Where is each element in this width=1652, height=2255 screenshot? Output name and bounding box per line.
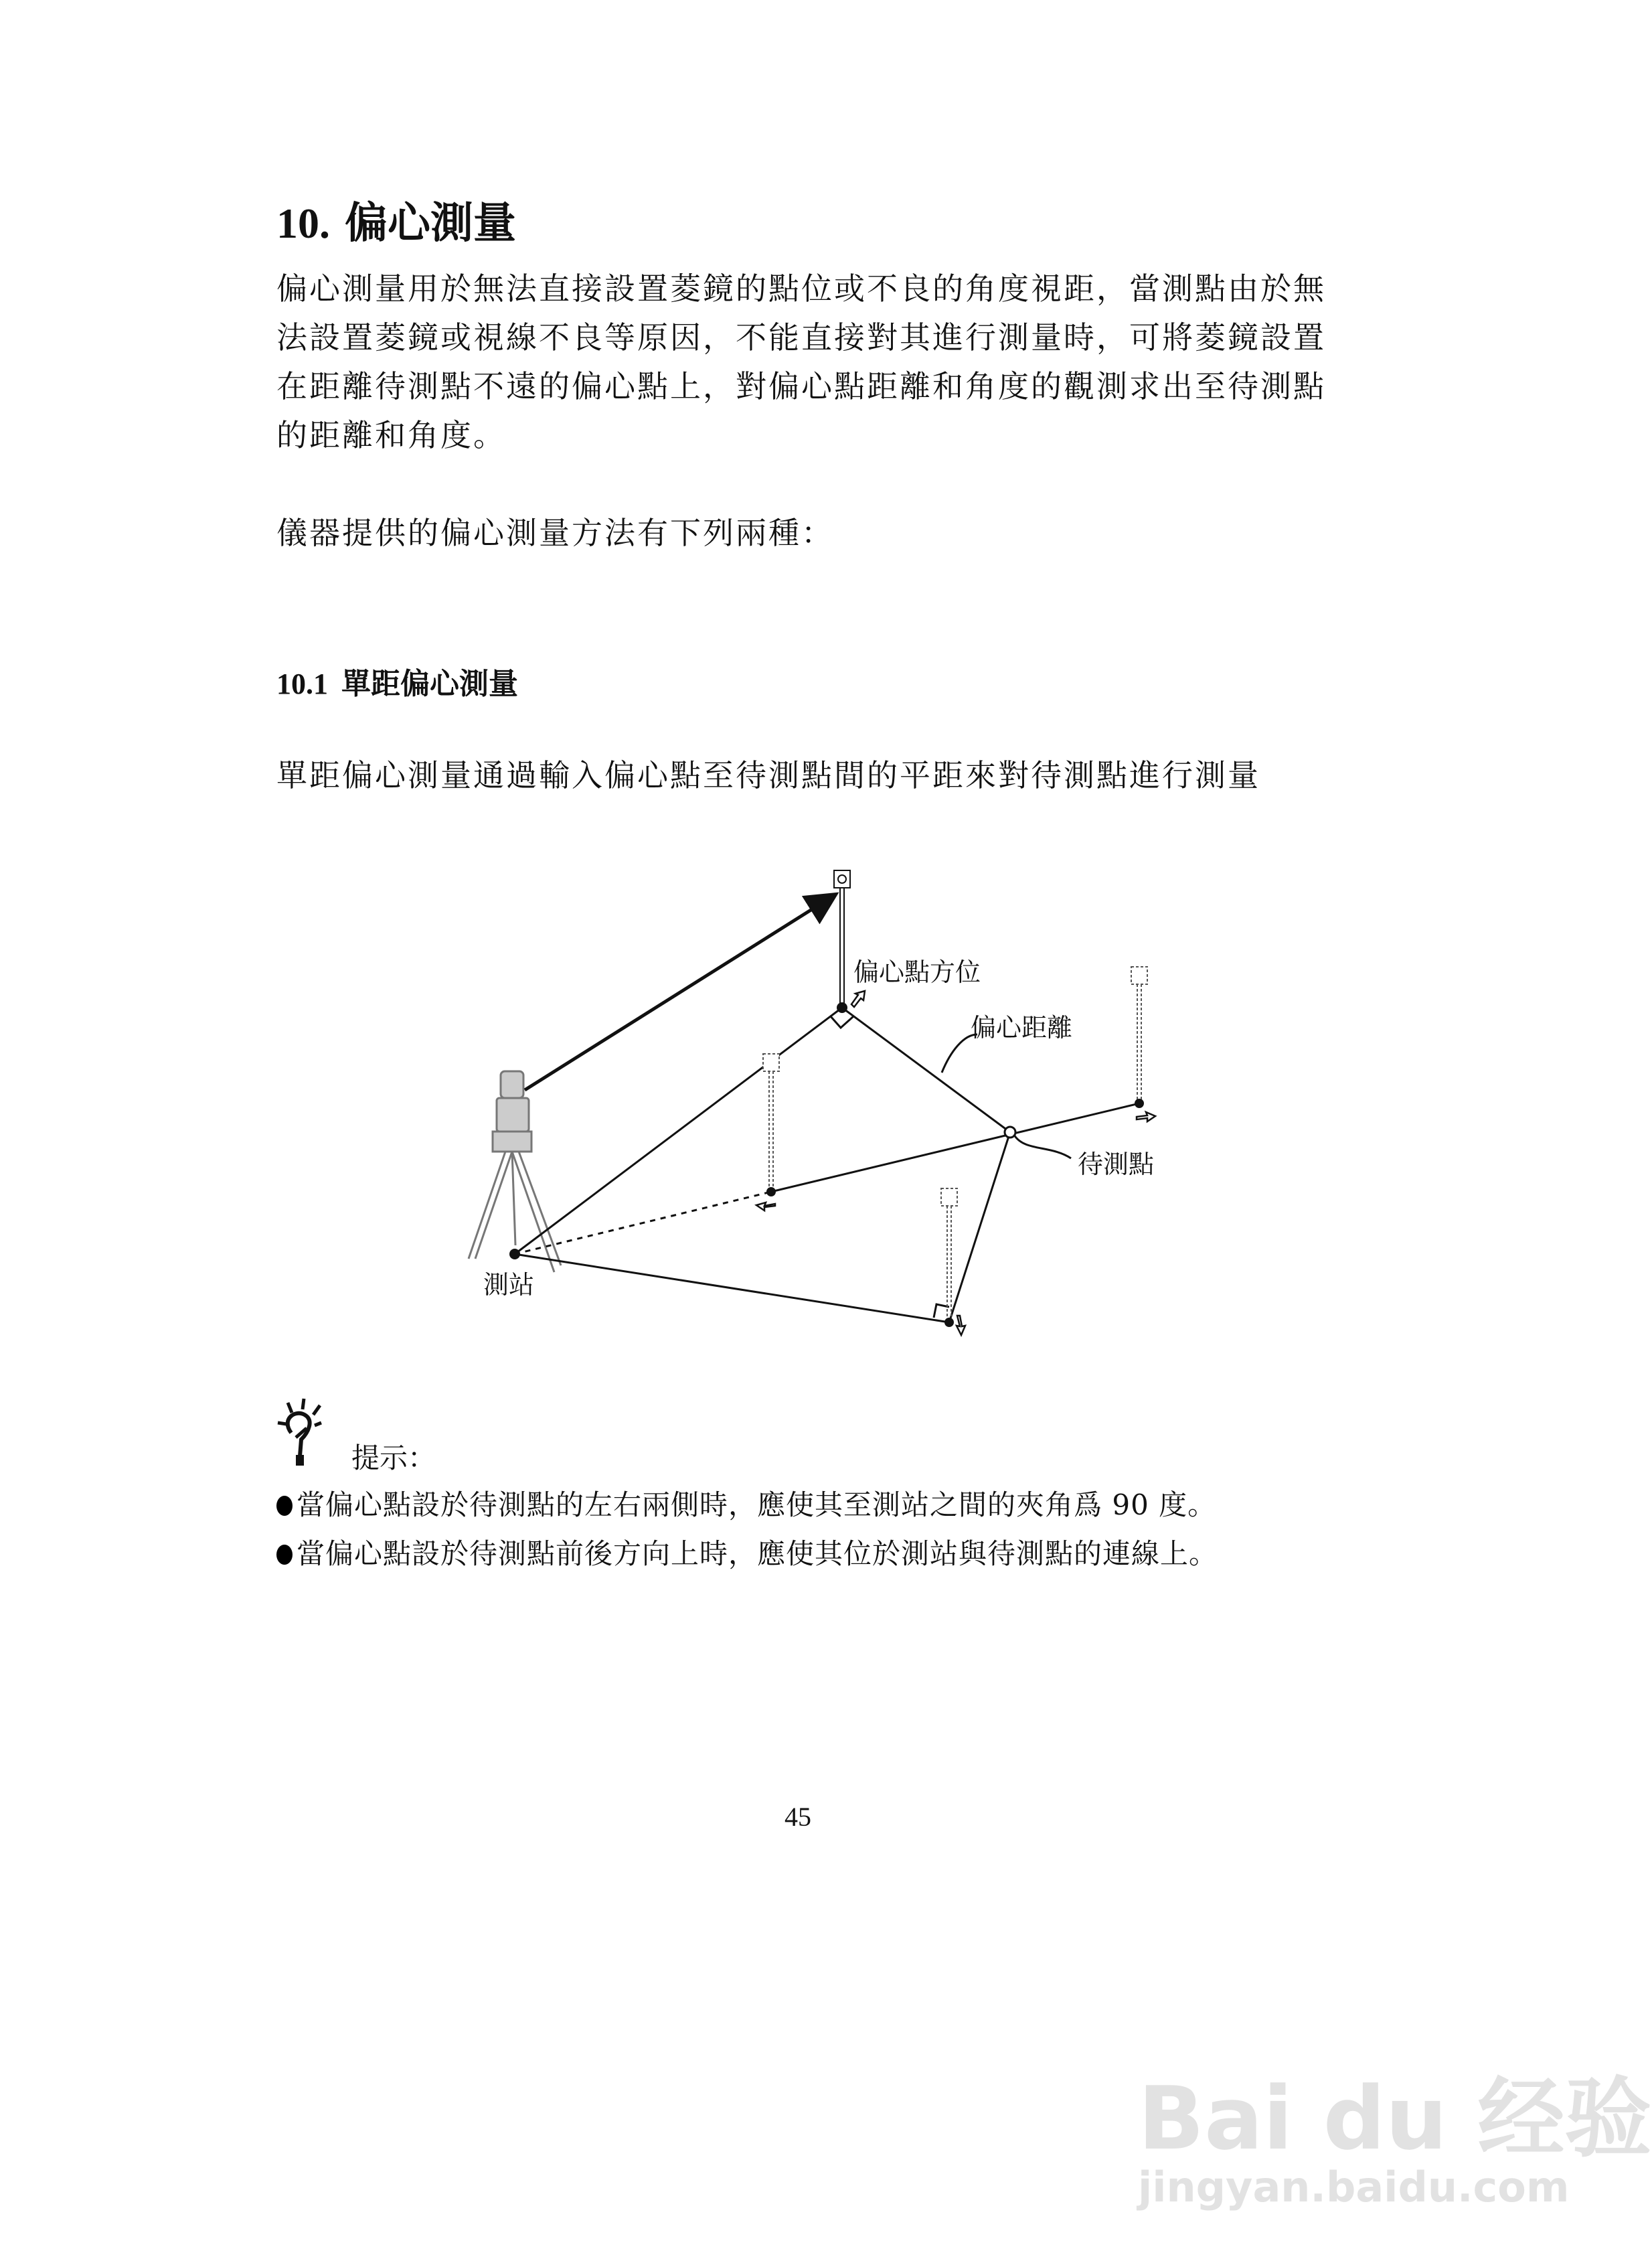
- label-station: 測站: [483, 1270, 535, 1300]
- lightbulb-icon: [274, 1396, 335, 1470]
- intro-line: 偏心測量用於無法直接設置菱鏡的點位或不良的角度視距，當測點由於無: [276, 270, 1326, 307]
- label-target-point: 待測點: [1078, 1150, 1155, 1179]
- alternate-prism-positions: [763, 967, 1147, 1322]
- intro-line: 法設置菱鏡或視線不良等原因，不能直接對其進行測量時，可將菱鏡設置: [276, 319, 1326, 356]
- baidu-watermark-logo: Bai du 经验: [1138, 2068, 1652, 2169]
- page-number: 45: [784, 1802, 811, 1832]
- hint-label: 提示：: [351, 1442, 436, 1474]
- intro-line: 在距離待測點不遠的偏心點上，對偏心點距離和角度的觀測求出至待測點: [276, 368, 1326, 404]
- measurement-lines: [515, 1008, 1139, 1322]
- subsection-description: 單距偏心測量通過輸入偏心點至待測點間的平距來對待測點進行測量: [276, 757, 1260, 793]
- subsection-title: 10.1 單距偏心測量: [276, 667, 518, 701]
- hint-bullet: 當偏心點設於待測點前後方向上時，應使其位於測站與待測點的連線上。: [276, 1532, 1218, 1572]
- bullet-dot-icon: [276, 1496, 293, 1516]
- bullet-dot-icon: [276, 1545, 293, 1565]
- section-title: 10. 偏心測量: [276, 198, 516, 248]
- hint-bullet: 當偏心點設於待測點的左右兩側時，應使其至測站之間的夾角爲 90 度。: [276, 1483, 1216, 1523]
- methods-intro: 儀器提供的偏心測量方法有下列兩種：: [276, 515, 834, 551]
- sight-line-arrow: [525, 896, 833, 1090]
- intro-line: 的距離和角度。: [276, 417, 506, 453]
- prism-offset-point: [834, 870, 850, 1008]
- label-offset-direction: 偏心點方位: [853, 957, 981, 987]
- survey-points: [509, 1002, 1144, 1327]
- label-offset-distance: 偏心距離: [971, 1013, 1073, 1042]
- baidu-watermark-url: jingyan.baidu.com: [1138, 2163, 1570, 2211]
- total-station-instrument-icon: [469, 1071, 561, 1272]
- target-point: [1005, 1127, 1015, 1138]
